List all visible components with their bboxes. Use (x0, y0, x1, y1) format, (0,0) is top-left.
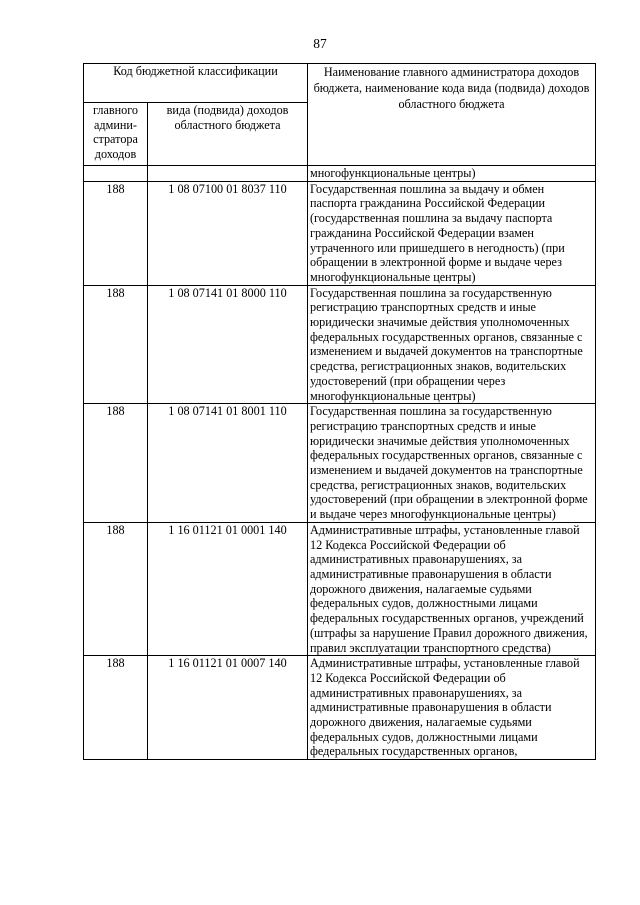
row-income-code: 1 08 07141 01 8001 110 (148, 404, 308, 523)
row-admin-code: 188 (84, 656, 148, 760)
budget-classification-table (83, 63, 596, 760)
table-row (84, 404, 596, 523)
row-income-code (148, 166, 308, 182)
table-row (84, 656, 596, 760)
row-name: многофункциональные центры) (308, 166, 596, 182)
row-admin-code (84, 166, 148, 182)
row-income-code: 1 16 01121 01 0007 140 (148, 656, 308, 760)
table-row (84, 522, 596, 655)
row-admin-code: 188 (84, 404, 148, 523)
header-income-column: вида (подвида) доходов областного бюджета (148, 103, 308, 166)
header-admin-column: главного админи-стратора доходов (84, 103, 148, 166)
row-admin-code: 188 (84, 522, 148, 655)
row-name: Государственная пошлина за государственную регистрацию транспортных средств и иные юридически значимые действия уполномоченных федеральных государственных органов, связанные с изменением и выдачей документов на транспортные средства, регистрационных знаков, водительских удостоверений (при обращении через многофункциональные центры) (308, 285, 596, 404)
continuation-row (84, 166, 596, 182)
row-income-code: 1 16 01121 01 0001 140 (148, 522, 308, 655)
page-number: 87 (313, 36, 327, 51)
row-income-code: 1 08 07141 01 8000 110 (148, 285, 308, 404)
row-name: Административные штрафы, установленные главой 12 Кодекса Российской Федерации об административных правонарушениях, за административные правонарушения в области дорожного движения, налагаемые судьями федеральных судов, должностными лицами федеральных государственных органов, учреждений (штрафы за нарушение Правил дорожного движения, правил эксплуатации транспортного средства) (308, 522, 596, 655)
row-admin-code: 188 (84, 285, 148, 404)
table-row (84, 285, 596, 404)
row-name: Государственная пошлина за государственную регистрацию транспортных средств и иные юридически значимые действия уполномоченных федеральных государственных органов, связанные с изменением и выдачей документов на транспортные средства, регистрационных знаков, водительских удостоверений (при обращении в электронной форме и выдаче через многофункциональные центры) (308, 404, 596, 523)
row-admin-code: 188 (84, 181, 148, 285)
header-group-title: Код бюджетной классификации (84, 64, 308, 103)
row-name: Административные штрафы, установленные главой 12 Кодекса Российской Федерации об административных правонарушениях, за административные правонарушения в области дорожного движения, налагаемые судьями федеральных судов, должностными лицами федеральных государственных органов, (308, 656, 596, 760)
table-row (84, 181, 596, 285)
header-name-column: Наименование главного администратора доходов бюджета, наименование кода вида (подвида) доходов областного бюджета (308, 64, 596, 166)
row-name: Государственная пошлина за выдачу и обмен паспорта гражданина Российской Федерации (государственная пошлина за выдачу паспорта гражданина Российской Федерации взамен утраченного или пришедшего в негодность) (при обращении в электронной форме и выдаче через многофункциональные центры) (308, 181, 596, 285)
row-income-code: 1 08 07100 01 8037 110 (148, 181, 308, 285)
